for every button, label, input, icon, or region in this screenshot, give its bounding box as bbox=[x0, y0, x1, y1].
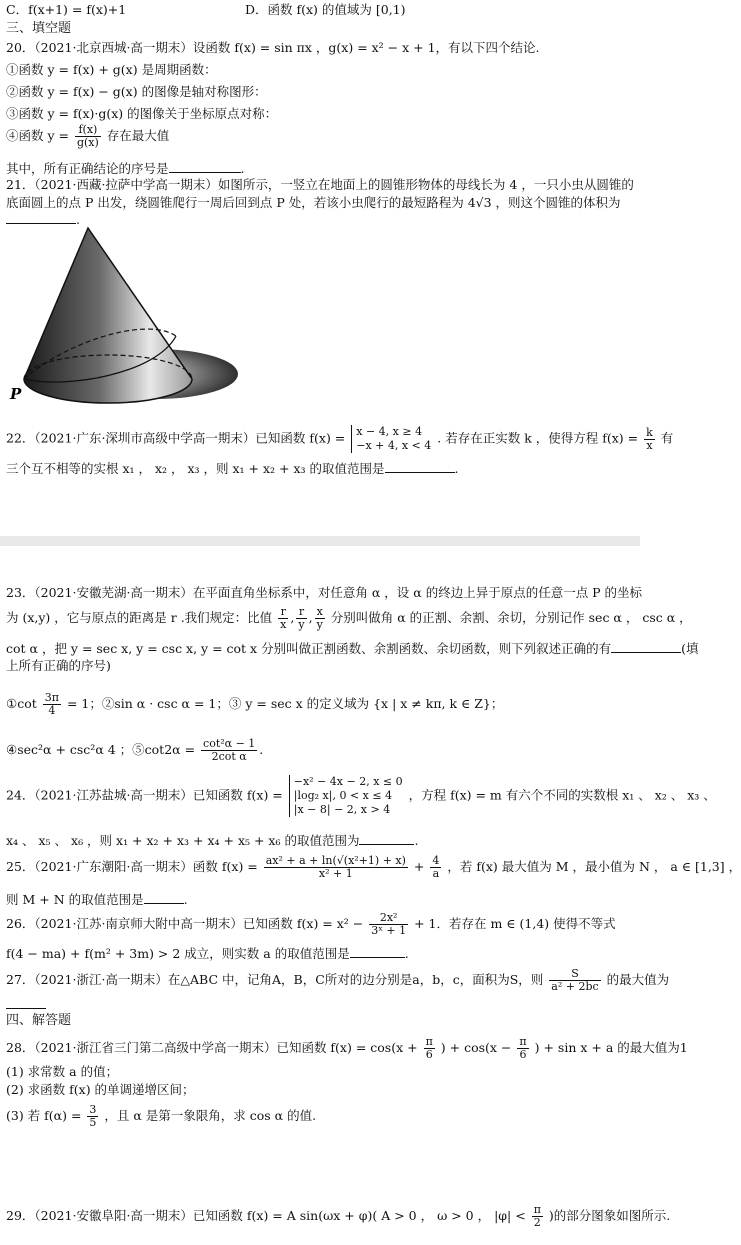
q22-line-2: 三个互不相等的实根 x₁ ， x₂ ， x₃ ，则 x₁ + x₂ + x₃ 的取值范围是 . bbox=[6, 461, 459, 476]
q29-suffix: )的部分图象如图所示. bbox=[548, 1208, 671, 1223]
q21-line-2: 底面圆上的点 P 出发，绕圆锥爬行一周后回到点 P 处，若该小虫爬行的最短路程为 4√3 ，则这个圆锥的体积为 bbox=[6, 195, 621, 210]
q23-opt1-fraction bbox=[43, 692, 61, 717]
q27-answer-line bbox=[6, 996, 46, 1013]
q22-line-2-text: 三个互不相等的实根 x₁ ， x₂ ， x₃ ，则 x₁ + x₂ + x₃ 的取值范围是 bbox=[6, 461, 385, 476]
q25-den: x² + 1 bbox=[318, 867, 353, 880]
q22-frac-den: x bbox=[646, 438, 653, 452]
cone-surface bbox=[24, 228, 192, 403]
q24-case-2: |log₂ x|, 0 < x ≤ 4 bbox=[293, 789, 393, 802]
q28-suffix: ) + sin x + a 的最大值为1 bbox=[534, 1040, 688, 1055]
q25-suffix: ，若 f(x) 最大值为 M ，最小值为 N ， a ∈ [1,3] ， bbox=[447, 859, 741, 874]
q20-s4-denominator: g(x) bbox=[76, 136, 99, 149]
q22-line-1 bbox=[6, 425, 673, 453]
q27-fraction bbox=[549, 968, 600, 993]
q24-suffix: ，方程 f(x) = m 有六个不同的实数根 x₁ 、 x₂ 、 x₃ 、 bbox=[408, 787, 716, 803]
q23-options-1 bbox=[6, 692, 503, 717]
q28-middle: ) + cos(x − bbox=[440, 1040, 512, 1055]
q20-answer-blank bbox=[169, 160, 241, 173]
q21-answer-line: . bbox=[6, 211, 80, 228]
q24-answer-blank bbox=[359, 832, 414, 845]
q22-piecewise bbox=[351, 425, 431, 453]
q24-case-1: −x² − 4x − 2, x ≤ 0 bbox=[293, 775, 403, 788]
q29-den: 2 bbox=[533, 1216, 541, 1229]
q25-fraction-1 bbox=[264, 855, 408, 880]
q23-line-2-suffix: 分别叫做角 α 的正割、余割、余切，分别记作 sec α ， csc α ， bbox=[330, 610, 692, 625]
q22-frac-num: k bbox=[646, 425, 653, 439]
q23-answer-blank bbox=[611, 640, 681, 653]
q25-f2-num: 4 bbox=[432, 854, 440, 867]
q25-answer-blank bbox=[144, 891, 184, 904]
q23-opt4-text: ④sec²α + csc²α 4 ；⑤cot2α = bbox=[6, 742, 196, 757]
q20-tail-text: 其中，所有正确结论的序号是 bbox=[6, 161, 169, 176]
q22-suffix: 有 bbox=[660, 430, 674, 446]
q27-prefix: 27．（2021·浙江·高一期末）在△ABC 中，记角A，B，C所对的边分别是a，b，c，面积为S，则 bbox=[6, 972, 544, 987]
q23-frac-1-den: x bbox=[280, 618, 287, 631]
q27-den: a² + 2bc bbox=[551, 980, 599, 993]
q21-answer-blank bbox=[6, 211, 76, 224]
q23-opt5-fraction bbox=[201, 738, 257, 763]
q20-s4-suffix: 存在最大值 bbox=[106, 128, 170, 143]
q24-line-2-text: x₄ 、 x₅ 、 x₆ ，则 x₁ + x₂ + x₃ + x₄ + x₅ + x₆ 的取值范围为 bbox=[6, 833, 360, 848]
option-d: D．函数 f(x) 的值域为 [0,1) bbox=[245, 2, 406, 17]
q24-piecewise bbox=[289, 775, 403, 817]
q20-statement-1: ①函数 y = f(x) + g(x) 是周期函数： bbox=[6, 62, 217, 77]
q20-s4-fraction bbox=[75, 124, 101, 149]
q20-statement-4 bbox=[6, 124, 169, 149]
q27-line-1 bbox=[6, 968, 669, 993]
q24-case-3: |x − 8| − 2, x > 4 bbox=[293, 803, 391, 816]
q23-frac-2-den: y bbox=[298, 618, 305, 631]
q22-case-2: −x + 4, x < 4 bbox=[356, 439, 432, 452]
q23-opt1-den: 4 bbox=[48, 704, 56, 717]
q21-line-1: 21．（2021·西藏·拉萨中学高一期末）如图所示，一竖立在地面上的圆锥形物体的母线长为 4 ，一只小虫从圆锥的 bbox=[6, 177, 634, 192]
q29-fraction bbox=[532, 1204, 543, 1229]
q27-suffix: 的最大值为 bbox=[606, 972, 670, 987]
q28-stem bbox=[6, 1036, 688, 1061]
q25-line-1 bbox=[6, 855, 741, 880]
q22-prefix: 22．（2021·广东·深圳市高级中学高一期末）已知函数 f(x) = bbox=[6, 430, 346, 446]
q23-line-3-text: cot α ，把 y = sec x, y = csc x, y = cot x 分别叫做正割函数、余割函数、余切函数，则下列叙述正确的有 bbox=[6, 641, 612, 656]
q20-tail: 其中，所有正确结论的序号是 . bbox=[6, 161, 245, 176]
q26-answer-blank bbox=[350, 945, 405, 958]
q23-opt1-suffix: = 1；②sin α · csc α = 1；③ y = sec x 的定义域为 {x | x ≠ kπ, k ∈ Z}； bbox=[66, 696, 504, 711]
q29-num: π bbox=[533, 1203, 541, 1216]
q23-line-1: 23．（2021·安徽芜湖·高一期末）在平面直角坐标系中，对任意角 α ，设 α 的终边上异于原点的任意一点 P 的坐标 bbox=[6, 585, 643, 600]
q28-part-3 bbox=[6, 1104, 316, 1129]
cone-figure bbox=[6, 224, 246, 404]
q23-line-3-suffix: (填 bbox=[681, 641, 699, 656]
q24-prefix: 24．（2021·江苏盐城·高一期末）已知函数 f(x) = bbox=[6, 787, 283, 803]
q26-line-1 bbox=[6, 912, 616, 937]
q25-fraction-2 bbox=[430, 855, 441, 880]
section-fill-in-heading: 三、填空题 bbox=[6, 20, 72, 35]
q28-part-2: (2) 求函数 f(x) 的单调递增区间； bbox=[6, 1082, 195, 1097]
q25-plus: + bbox=[413, 859, 425, 874]
q22-case-1: x − 4, x ≥ 4 bbox=[356, 425, 423, 438]
q28-prefix: 28．（2021·浙江省三门第二高级中学高一期末）已知函数 f(x) = cos(x + bbox=[6, 1040, 418, 1055]
q28-fraction-1 bbox=[424, 1036, 435, 1061]
q23-opt5-den: 2cot α bbox=[211, 750, 247, 763]
q28-f1-num: π bbox=[425, 1035, 433, 1048]
page-divider bbox=[0, 536, 640, 546]
q23-opt1-prefix: ①cot bbox=[6, 696, 37, 711]
q20-stem: 20．（2021·北京西城·高一期末）设函数 f(x) = sin πx ，g(x) = x² − x + 1，有以下四个结论. bbox=[6, 40, 540, 55]
q29-stem bbox=[6, 1204, 670, 1229]
q27-answer-blank bbox=[6, 996, 46, 1009]
point-p-label: P bbox=[10, 385, 22, 403]
q25-f2-den: a bbox=[432, 867, 440, 880]
q20-statement-2: ②函数 y = f(x) − g(x) 的图像是轴对称图形： bbox=[6, 84, 267, 99]
q23-options-2: ④sec²α + csc²α 4 ；⑤cot2α = $\frac{\text{cot²α − 1}}{\text{2cot α}}$ . bbox=[6, 737, 264, 763]
q20-s4-numerator: f(x) bbox=[75, 124, 101, 137]
q23-line-3 bbox=[6, 640, 698, 657]
q25-prefix: 25．（2021·广东潮阳·高一期末）函数 f(x) = bbox=[6, 859, 258, 874]
q22-middle: . 若存在正实数 k ，使得方程 f(x) = bbox=[437, 430, 639, 446]
q26-den: 3ˣ + 1 bbox=[371, 924, 407, 937]
q28-p3-fraction bbox=[87, 1104, 98, 1129]
q23-frac-3 bbox=[315, 606, 325, 631]
q23-frac-2-num: r bbox=[296, 606, 306, 619]
q25-num: ax² + a + ln(√(x²+1) + x) bbox=[265, 854, 406, 867]
q26-line-2-text: f(4 − ma) + f(m² + 3m) > 2 成立，则实数 a 的取值范围是 bbox=[6, 946, 350, 961]
q23-frac-3-num: x bbox=[316, 605, 323, 618]
q23-line-4: 上所有正确的序号) bbox=[6, 658, 111, 673]
q23-opt5-num: cot²α − 1 bbox=[203, 737, 256, 750]
q28-p3-den: 5 bbox=[89, 1116, 97, 1129]
q23-opt1-num: 3π bbox=[44, 691, 59, 704]
section-answer-heading: 四、解答题 bbox=[6, 1012, 72, 1027]
q23-frac-3-den: y bbox=[316, 618, 323, 631]
q28-p3-prefix: (3) 若 f(α) = bbox=[6, 1108, 82, 1123]
q25-line-2-text: 则 M + N 的取值范围是 bbox=[6, 892, 144, 907]
q26-fraction bbox=[369, 912, 408, 937]
q26-line-2: f(4 − ma) + f(m² + 3m) > 2 成立，则实数 a 的取值范围是 . bbox=[6, 946, 409, 961]
q28-fraction-2 bbox=[517, 1036, 528, 1061]
q28-f1-den: 6 bbox=[425, 1048, 433, 1061]
q23-line-2-prefix: 为 (x,y) ，它与原点的距离是 r .我们规定：比值 bbox=[6, 610, 273, 625]
q28-f2-num: π bbox=[519, 1035, 527, 1048]
q26-prefix: 26．（2021·江苏·南京师大附中高一期末）已知函数 f(x) = x² − bbox=[6, 916, 364, 931]
option-c: C．f(x+1) = f(x)+1 bbox=[6, 2, 127, 17]
q24-line-2: x₄ 、 x₅ 、 x₆ ，则 x₁ + x₂ + x₃ + x₄ + x₅ + x₆ 的取值范围为 . bbox=[6, 833, 419, 848]
q23-line-2: 为 (x,y) ，它与原点的距离是 r .我们规定：比值 $\frac{r}{x}$ , $\frac{r}{y}$ , $\frac{x}{y}$ 分别叫做角 α 的正割、余割、余切，分别记作 sec α ， csc α ， bbox=[6, 605, 692, 631]
q28-f2-den: 6 bbox=[519, 1048, 527, 1061]
q22-fraction bbox=[644, 427, 655, 452]
q28-part-1: (1) 求常数 a 的值； bbox=[6, 1064, 119, 1079]
q29-prefix: 29．（2021·安徽阜阳·高一期末）已知函数 f(x) = A sin(ωx + φ)( A > 0 ， ω > 0 ， |φ| < bbox=[6, 1208, 526, 1223]
q27-num: S bbox=[549, 968, 600, 981]
q28-p3-suffix: ，且 α 是第一象限角，求 cos α 的值. bbox=[104, 1108, 317, 1123]
q23-frac-1 bbox=[278, 606, 288, 631]
q25-line-2: 则 M + N 的取值范围是 . bbox=[6, 892, 188, 907]
q28-p3-num: 3 bbox=[89, 1103, 97, 1116]
q23-frac-2 bbox=[296, 606, 306, 631]
q24-line-1 bbox=[6, 775, 716, 817]
q26-suffix: + 1．若存在 m ∈ (1,4) 使得不等式 bbox=[414, 916, 616, 931]
q26-num: 2x² bbox=[369, 912, 408, 925]
q22-answer-blank bbox=[385, 460, 455, 473]
q23-frac-1-num: r bbox=[278, 606, 288, 619]
q20-s4-prefix: ④函数 y = bbox=[6, 128, 69, 143]
q20-statement-3: ③函数 y = f(x)·g(x) 的图像关于坐标原点对称： bbox=[6, 106, 278, 121]
